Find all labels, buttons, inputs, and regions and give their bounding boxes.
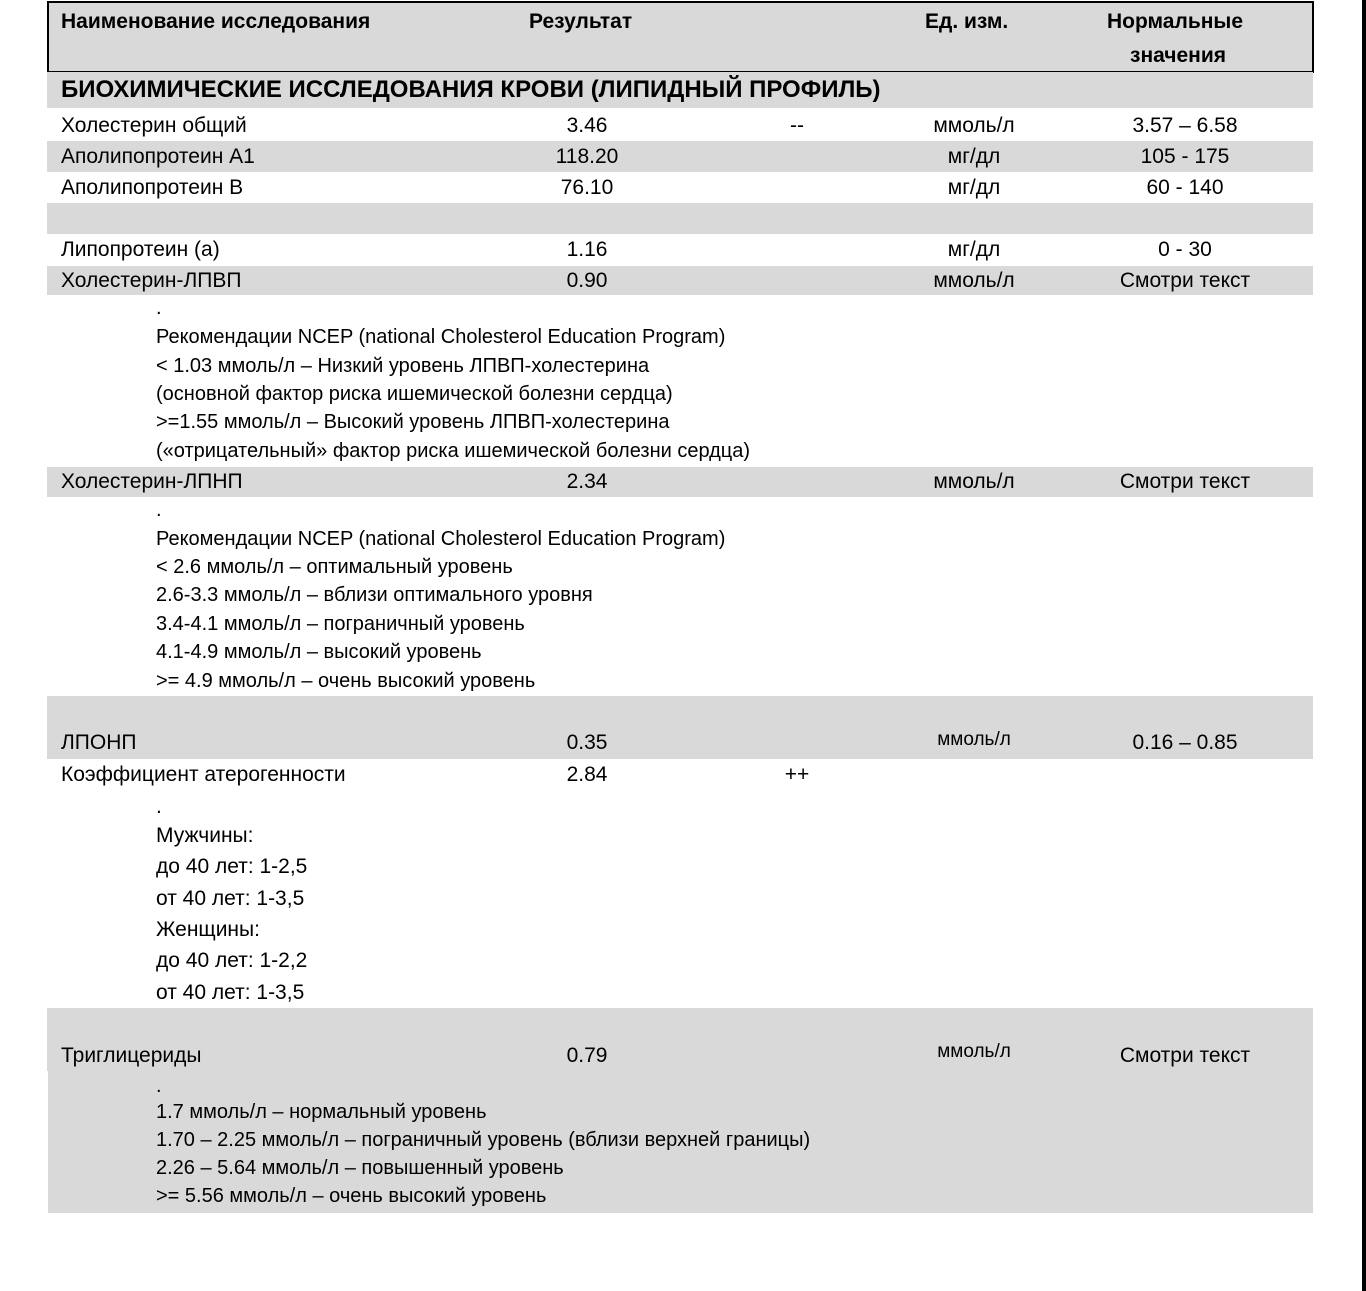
test-unit: ммоль/л — [937, 1041, 1011, 1062]
note-line: < 1.03 ммоль/л – Низкий уровень ЛПВП-холестерина — [156, 355, 650, 377]
test-norm: 105 - 175 — [1140, 145, 1230, 168]
header-norm-1: Нормальные — [1107, 10, 1244, 33]
test-result: 2.84 — [566, 763, 608, 786]
test-unit: ммоль/л — [933, 114, 1015, 137]
triglycerides-note — [48, 1071, 1313, 1213]
note-line: >= 5.56 ммоль/л – очень высокий уровень — [156, 1185, 547, 1207]
table-row — [47, 234, 1313, 266]
test-result: 0.35 — [566, 731, 608, 754]
table-header — [47, 1, 1314, 73]
ldl-note — [47, 497, 1313, 696]
note-line: 2.6-3.3 ммоль/л – вблизи оптимального уровня — [156, 584, 593, 606]
test-name: Холестерин общий — [61, 114, 247, 137]
test-norm: 0 - 30 — [1158, 238, 1212, 261]
test-result: 118.20 — [555, 145, 619, 168]
test-name: Триглицериды — [61, 1044, 202, 1067]
test-unit: мг/дл — [947, 145, 1001, 168]
note-line: 3.4-4.1 ммоль/л – пограничный уровень — [156, 613, 525, 635]
empty-row — [47, 203, 1313, 234]
note-line: >=1.55 ммоль/л – Высокий уровень ЛПВП-холестерина — [156, 411, 670, 433]
test-norm: 3.57 – 6.58 — [1132, 114, 1238, 137]
note-line: . — [156, 499, 162, 521]
table-row — [47, 172, 1313, 203]
note-line: < 2.6 ммоль/л – оптимальный уровень — [156, 556, 513, 578]
test-name: Аполипопротеин В — [61, 176, 244, 199]
note-line: 1.7 ммоль/л – нормальный уровень — [156, 1101, 487, 1123]
test-unit: мг/дл — [947, 176, 1001, 199]
table-row — [47, 696, 1313, 759]
test-unit: ммоль/л — [933, 269, 1015, 292]
note-line: >= 4.9 ммоль/л – очень высокий уровень — [156, 670, 536, 692]
table-row — [47, 1008, 1313, 1071]
test-result: 0.79 — [566, 1044, 608, 1067]
note-line: Женщины: — [156, 918, 260, 941]
note-line: до 40 лет: 1-2,2 — [156, 949, 308, 972]
header-name: Наименование исследования — [61, 10, 371, 33]
test-name: ЛПОНП — [61, 731, 137, 754]
note-line: Мужчины: — [156, 824, 254, 847]
header-unit: Ед. изм. — [925, 10, 1009, 33]
test-flag: ++ — [784, 763, 810, 786]
test-unit: ммоль/л — [937, 729, 1011, 750]
note-line: от 40 лет: 1-3,5 — [156, 887, 305, 910]
test-name: Холестерин-ЛПВП — [61, 269, 242, 292]
test-flag: -- — [790, 114, 804, 137]
page-edge-bar — [1362, 0, 1366, 1291]
test-result: 1.16 — [566, 238, 608, 261]
header-norm-2: значения — [1130, 44, 1226, 67]
test-result: 3.46 — [566, 114, 608, 137]
test-result: 76.10 — [560, 176, 614, 199]
table-row — [47, 141, 1313, 172]
test-norm: Смотри текст — [1119, 470, 1251, 493]
note-line: . — [156, 795, 162, 818]
note-line: Рекомендации NCEP (national Cholesterol Education Program) — [156, 326, 726, 348]
table-row — [47, 266, 1313, 295]
test-name: Липопротеин (а) — [61, 238, 220, 261]
section-title: БИОХИМИЧЕСКИЕ ИССЛЕДОВАНИЯ КРОВИ (ЛИПИДНЫЙ ПРОФИЛЬ) — [47, 72, 1313, 108]
note-line: от 40 лет: 1-3,5 — [156, 981, 305, 1004]
hdl-note — [47, 295, 1313, 467]
test-result: 0.90 — [566, 269, 608, 292]
note-line: . — [156, 1075, 162, 1097]
note-line: до 40 лет: 1-2,5 — [156, 855, 308, 878]
note-line: Рекомендации NCEP (national Cholesterol Education Program) — [156, 528, 726, 550]
test-name: Коэффициент атерогенности — [61, 763, 346, 786]
note-line: («отрицательный» фактор риска ишемической болезни сердца) — [156, 440, 751, 462]
atherogenic-note — [47, 791, 1313, 1008]
test-name: Холестерин-ЛПНП — [61, 470, 243, 493]
test-norm: Смотри текст — [1119, 1044, 1251, 1067]
note-line: 2.26 – 5.64 ммоль/л – повышенный уровень — [156, 1157, 564, 1179]
note-line: . — [156, 297, 162, 319]
test-unit: ммоль/л — [933, 470, 1015, 493]
note-line: (основной фактор риска ишемической болезни сердца) — [156, 383, 673, 405]
note-line: 4.1-4.9 ммоль/л – высокий уровень — [156, 641, 482, 663]
test-unit: мг/дл — [947, 238, 1001, 261]
note-line: 1.70 – 2.25 ммоль/л – пограничный уровень (вблизи верхней границы) — [156, 1129, 811, 1151]
test-norm: 60 - 140 — [1146, 176, 1224, 199]
test-result: 2.34 — [566, 470, 608, 493]
test-norm: Смотри текст — [1119, 269, 1251, 292]
table-row — [47, 110, 1313, 141]
test-name: Аполипопротеин А1 — [61, 145, 255, 168]
test-norm: 0.16 – 0.85 — [1132, 731, 1238, 754]
table-row — [47, 467, 1313, 497]
table-row — [47, 759, 1313, 791]
header-result: Результат — [529, 10, 633, 33]
